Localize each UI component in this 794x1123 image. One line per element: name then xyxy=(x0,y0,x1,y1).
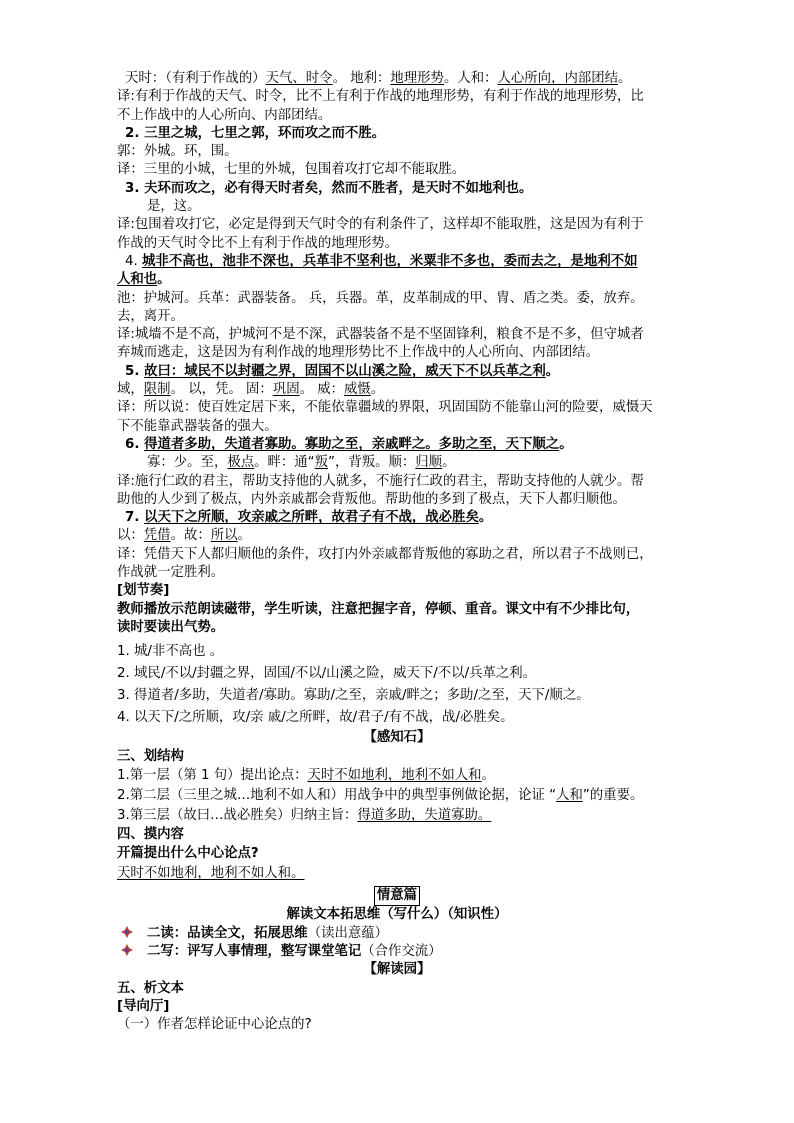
section-heading-xiwenben: 五、析文本 xyxy=(117,980,184,996)
translation-line: 译:城墙不是不高，护城河不是不深，武器装备不是不坚固锋利，粮食不是不多，但守城者 xyxy=(117,327,644,343)
section-heading-jiegou: 三、划结构 xyxy=(117,748,184,764)
translation-line: 译：所以说：使百姓定居下来，不能依靠疆域的界限，巩固国防不能靠山河的险要，威慑天 xyxy=(117,400,653,416)
translation-line: 不上作战中的人心所向、内部团结。 xyxy=(117,107,332,123)
translation-line: 译：凭借天下人都归顺他的条件，攻打内外亲戚都背叛他的寡助之君，所以君子不战则已， xyxy=(117,546,653,562)
sub-heading-daoxiangting: [导向厅] xyxy=(117,998,170,1014)
note-line: 是，这。 xyxy=(147,199,201,215)
translation-line: 译:施行仁政的君主，帮助支持他的人就多，不施行仁政的君主，帮助支持他的人就少。帮 xyxy=(117,473,644,489)
note-line: 去，离开。 xyxy=(117,308,184,324)
sentence-4: 4. 城非不高也，池非不深也，兵革非不坚利也，米粟非不多也，委而去之，是地利不如 xyxy=(125,253,638,269)
translation-line: 作战就一定胜利。 xyxy=(117,565,225,581)
sentence-2: 2. 三里之城，七里之郭，环而攻之而不胜。 xyxy=(125,125,386,141)
underlined-answer: 人心所向，内部团结 xyxy=(497,71,619,86)
question-line: 开篇提出什么中心论点? xyxy=(117,846,259,862)
structure-line: 1.第一层（第 1 句）提出论点：天时不如地利，地利不如人和。 xyxy=(117,767,495,783)
structure-line: 3.第三层（故曰…战必胜矣）归纳主旨：得道多助，失道寡助。 xyxy=(117,807,492,823)
section-heading-jiedu: 解读文本拓思维（写什么）（知识性） xyxy=(286,907,508,923)
question-line: （一）作者怎样论证中心论点的? xyxy=(117,1017,312,1033)
instruction-line: 读时要读出气势。 xyxy=(117,619,225,635)
translation-line: 译：三里的小城，七里的外城，包围着攻打它却不能取胜。 xyxy=(117,162,466,178)
sentence-7: 7. 以天下之所顺，攻亲戚之所畔，故君子有不战，战必胜矣。 xyxy=(125,510,493,526)
answer-line: 天时不如地利，地利不如人和。 xyxy=(117,866,305,882)
structure-line: 2.第二层（三里之城…地利不如人和）用战争中的典型事例做论据，论证 “人和”的重要。 xyxy=(117,787,644,803)
sentence-5: 5. 故曰：域民不以封疆之界，固国不以山溪之险，威天下不以兵革之利。 xyxy=(125,363,560,379)
translation-line: 下不能靠武器装备的强大。 xyxy=(117,418,278,434)
note-line: 郭：外城。环，围。 xyxy=(117,144,238,160)
note-line: 域，限制。 以，凭。 固：巩固。 威：威慑。 xyxy=(117,382,385,398)
text: 。 地利： xyxy=(332,71,391,86)
sentence-3: 3. 夫环而攻之，必有得天时者矣，然而不胜者，是天时不如地利也。 xyxy=(125,180,533,196)
section-heading-jieduyuan: 【解读园】 xyxy=(363,962,431,978)
note-line: 以：凭借。故：所以。 xyxy=(117,528,251,544)
bullet-line: 二写：评写人事情理，整写课堂笔记（合作交流） xyxy=(117,943,677,961)
note-line: 寡：少。至，极点。畔：通“叛”，背叛。顺：归顺。 xyxy=(147,455,456,471)
sentence-4-cont: 人和也。 xyxy=(117,272,171,288)
instruction-line: 教师播放示范朗读磁带，学生听读，注意把握字音，停顿、重音。课文中有不少排比句， xyxy=(117,601,640,617)
section-heading-neirong: 四、摸内容 xyxy=(117,826,184,842)
fleur-bullet-icon xyxy=(121,926,133,938)
bullet-line: 二读：品读全文，拓展思维（读出意蕴） xyxy=(117,925,677,943)
section-box-qingyi: 情意篇 xyxy=(117,886,677,906)
underlined-answer: 天气、时令 xyxy=(265,71,333,86)
rhythm-line: 2. 域民/不以/封疆之界，固国/不以/山溪之险，威天下/不以/兵革之利。 xyxy=(117,666,537,682)
translation-line: 译:包围着攻打它，必定是得到天气时令的有利条件了，这样却不能取胜，这是因为有利于 xyxy=(117,217,644,233)
tianshi-line xyxy=(117,70,677,88)
section-heading-jiezou: [划节奏] xyxy=(117,583,170,599)
text: 天时：（有利于作战的） xyxy=(125,71,266,86)
rhythm-line: 1. 城/非不高也 。 xyxy=(117,644,224,660)
text: 。人和： xyxy=(443,71,498,86)
rhythm-line: 4. 以天下/之所顺，攻/亲 戚/之所畔，故/君子/有不战，战/必胜矣。 xyxy=(117,710,514,726)
section-heading-ganzhishi: 【感知石】 xyxy=(363,730,431,746)
sentence-6: 6. 得道者多助，失道者寡助。寡助之至，亲戚畔之。多助之至，天下顺之。 xyxy=(125,436,573,452)
note-line: 池：护城河。兵革：武器装备。 兵，兵器。革，皮革制成的甲、冑、盾之类。委，放弃。 xyxy=(117,290,644,306)
rhythm-line: 3. 得道者/多助，失道者/寡助。寡助/之至，亲戚/畔之；多助/之至，天下/顺之。 xyxy=(117,688,590,704)
underlined-answer: 地理形势 xyxy=(390,71,444,86)
fleur-bullet-icon xyxy=(121,944,133,956)
text: 。 xyxy=(618,71,632,86)
translation-line: 弃城而逃走，这是因为有利作战的地理形势比不上作战中的人心所向、内部团结。 xyxy=(117,345,600,361)
translation-line: 助他的人少到了极点，内外亲戚都会背叛他。帮助他的多到了极点，天下人都归顺他。 xyxy=(117,491,626,507)
translation-line: 作战的天气时令比不上有利于作战的地理形势。 xyxy=(117,235,399,251)
document-page xyxy=(117,70,677,1034)
translation-line: 译:有利于作战的天气、时令，比不上有利于作战的地理形势，有利于作战的地理形势，比 xyxy=(117,89,644,105)
